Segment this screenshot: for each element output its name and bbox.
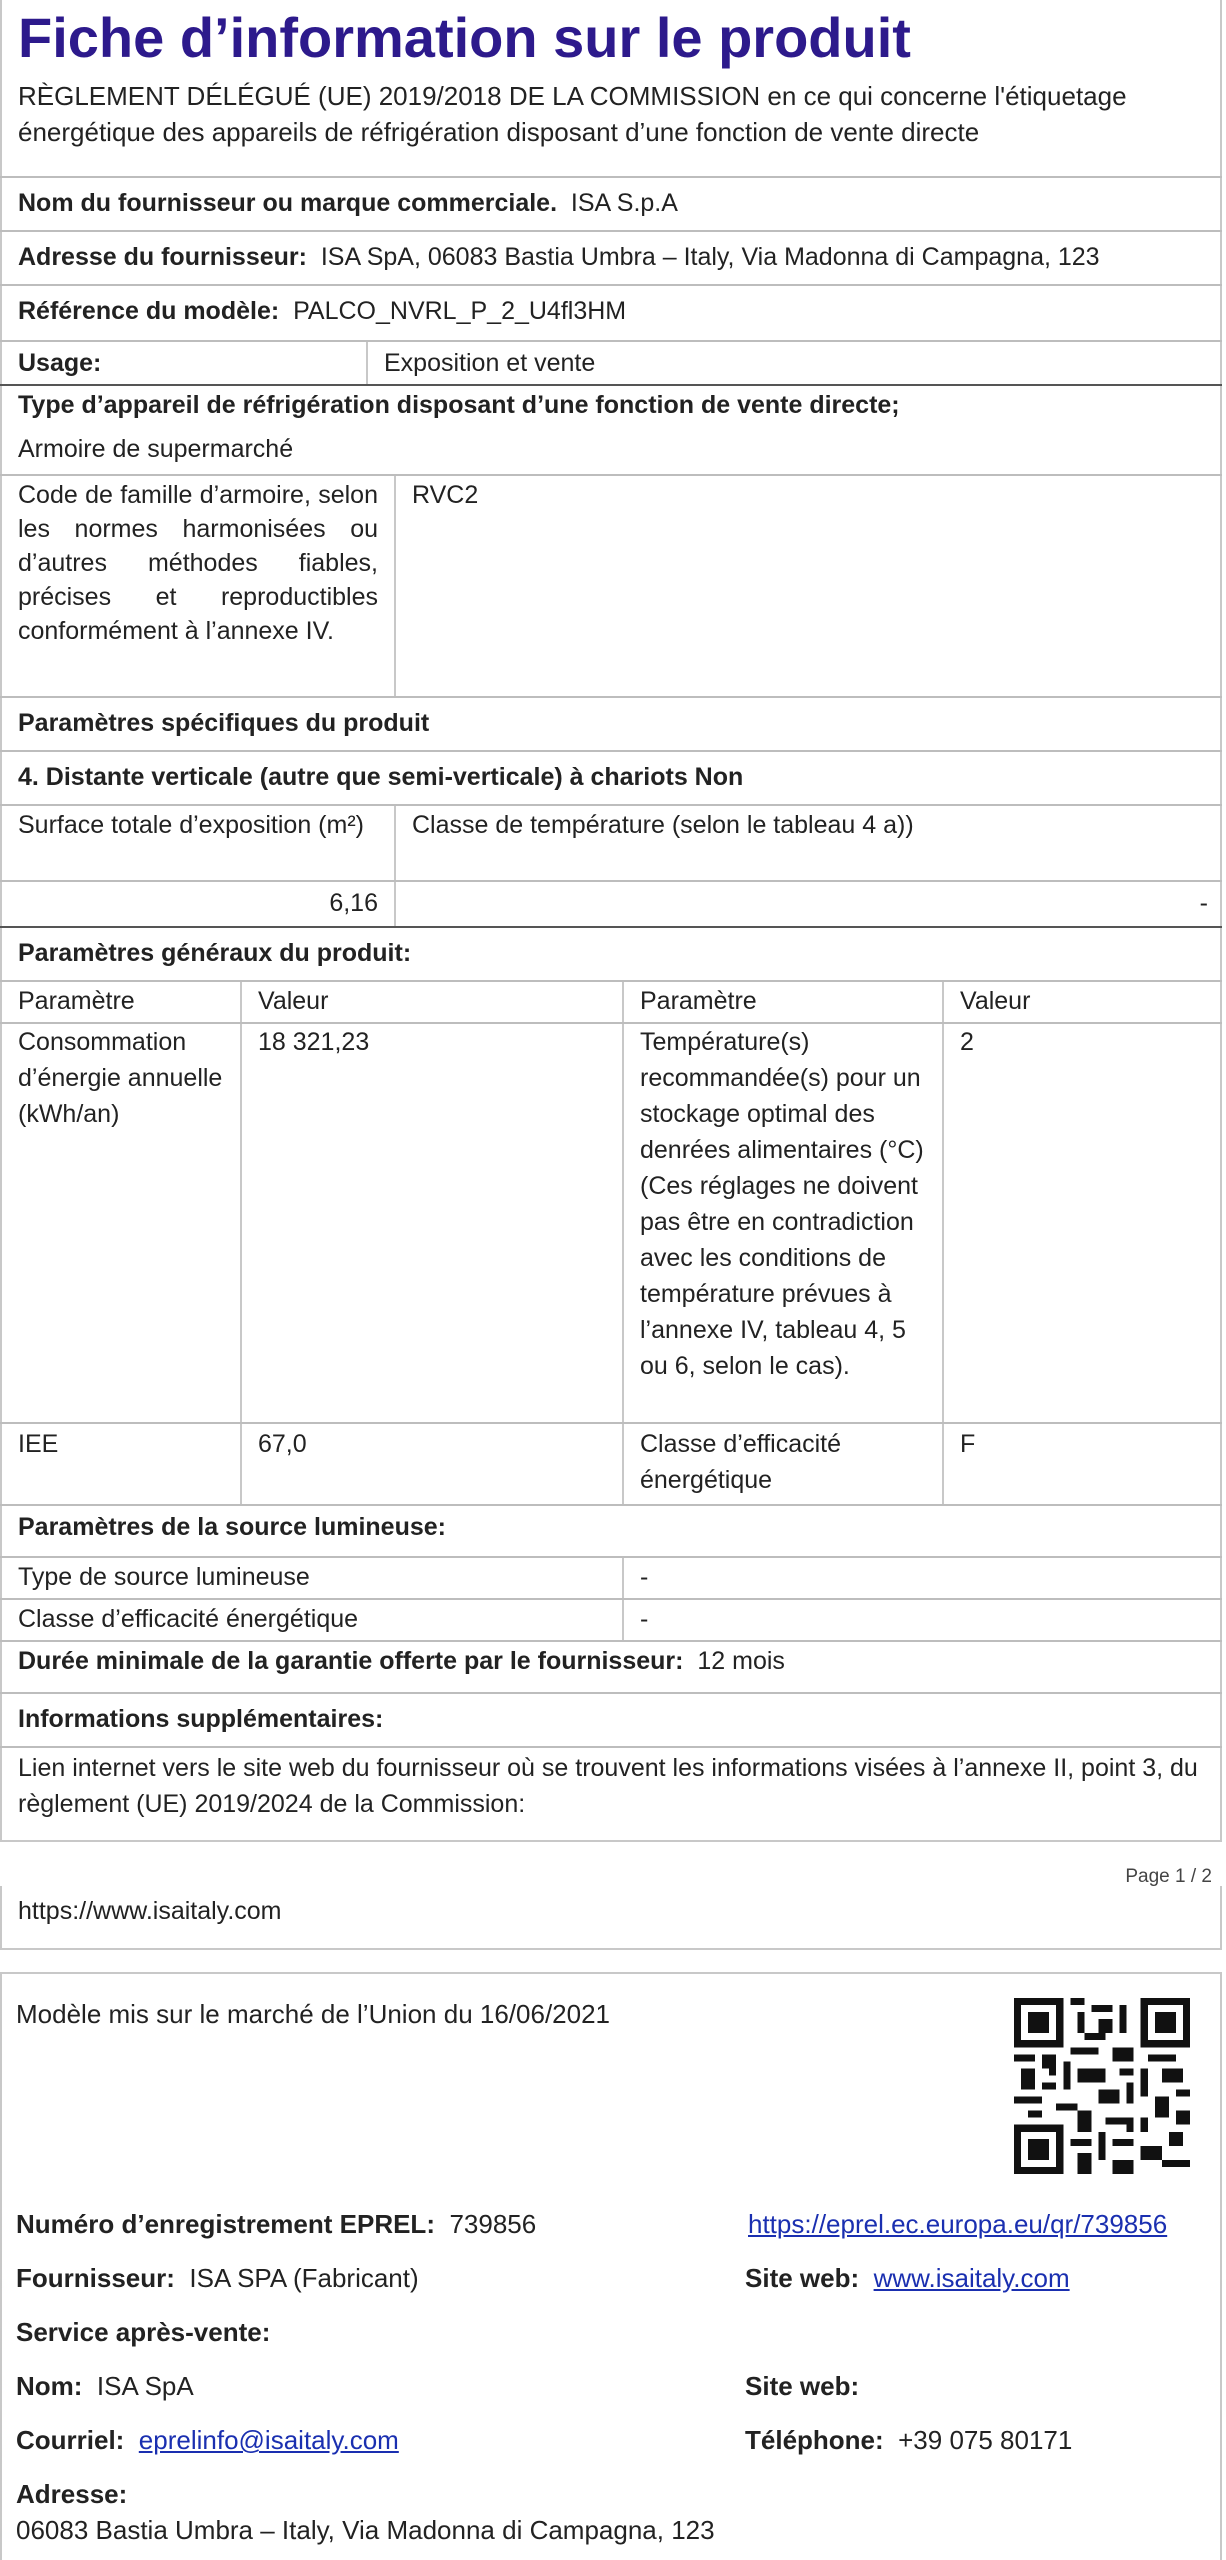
model-label: Référence du modèle: bbox=[18, 297, 280, 325]
service-address-value: 06083 Bastia Umbra – Italy, Via Madonna di Campagna, 123 bbox=[16, 2515, 715, 2545]
service-name-value: ISA SpA bbox=[96, 2371, 194, 2401]
eei-label: IEE bbox=[18, 1430, 59, 1458]
regulation-subtitle: RÈGLEMENT DÉLÉGUÉ (UE) 2019/2018 DE LA COMMISSION en ce qui concerne l'étiquetage énergétique des appareils de réfrigération disposant d’une fonction de vente directe bbox=[18, 81, 1127, 147]
qr-code-icon[interactable] bbox=[1014, 1998, 1190, 2174]
eprel-link[interactable]: https://eprel.ec.europa.eu/qr/739856 bbox=[748, 2209, 1168, 2239]
header-param-2: Paramètre bbox=[640, 987, 757, 1015]
specific-value-row bbox=[0, 880, 1222, 926]
page-title: Fiche d’information sur le produit bbox=[18, 6, 911, 69]
website-label: Site web: bbox=[745, 2263, 860, 2293]
warranty-label: Durée minimale de la garantie offerte par le fournisseur: bbox=[18, 1647, 684, 1675]
extra-info-text: Lien internet vers le site web du fournisseur où se trouvent les informations visées à l’annexe II, point 3, du règlement (UE) 2019/2024 de la Commission: bbox=[18, 1754, 1198, 1818]
service-email-link[interactable]: eprelinfo@isaitaly.com bbox=[138, 2425, 399, 2455]
supplier-address-value: ISA SpA, 06083 Bastia Umbra – Italy, Via Madonna di Campagna, 123 bbox=[320, 243, 1100, 271]
recommended-temperature-value: 2 bbox=[960, 1028, 974, 1056]
specific-header-row bbox=[0, 804, 1222, 880]
header-value-1: Valeur bbox=[258, 987, 329, 1015]
light-source-type-label: Type de source lumineuse bbox=[18, 1563, 310, 1591]
specific-subheading-row bbox=[0, 750, 1222, 804]
specific-params-heading-row bbox=[0, 696, 1222, 750]
light-energy-class-label: Classe d’efficacité énergétique bbox=[18, 1605, 359, 1633]
cabinet-family-row bbox=[0, 474, 1222, 696]
service-phone-value: +39 075 80171 bbox=[898, 2425, 1073, 2455]
table-row bbox=[0, 1022, 1222, 1422]
eprel-label: Numéro d’enregistrement EPREL: bbox=[16, 2209, 435, 2239]
service-website-label: Site web: bbox=[745, 2371, 860, 2401]
market-placement-date: Modèle mis sur le marché de l’Union du 16/06/2021 bbox=[16, 1999, 611, 2029]
extra-info-heading: Informations supplémentaires: bbox=[18, 1705, 384, 1733]
general-table-header-row bbox=[0, 980, 1222, 1022]
energy-class-value: F bbox=[960, 1430, 976, 1458]
model-value: PALCO_NVRL_P_2_U4fl3HM bbox=[293, 297, 627, 325]
supplier-website-url[interactable]: https://www.isaitaly.com bbox=[18, 1897, 282, 1925]
light-source-type-value: - bbox=[640, 1563, 649, 1591]
light-energy-class-value: - bbox=[640, 1605, 649, 1633]
page-number: Page 1 / 2 bbox=[1125, 1866, 1212, 1887]
temperature-class-value: - bbox=[1199, 889, 1208, 917]
supplier-name-row bbox=[0, 176, 1222, 230]
eei-value: 67,0 bbox=[258, 1430, 307, 1458]
light-source-heading: Paramètres de la source lumineuse: bbox=[18, 1513, 446, 1541]
warranty-value: 12 mois bbox=[697, 1647, 785, 1675]
supplier-name-label: Nom du fournisseur ou marque commerciale. bbox=[18, 189, 558, 217]
website-link[interactable]: www.isaitaly.com bbox=[873, 2263, 1070, 2293]
service-name-line bbox=[16, 2368, 194, 2404]
specific-params-heading: Paramètres spécifiques du produit bbox=[18, 709, 430, 737]
general-params-heading: Paramètres généraux du produit: bbox=[18, 939, 412, 967]
display-area-header: Surface totale d’exposition (m²) bbox=[18, 811, 364, 839]
service-address-label: Adresse: bbox=[16, 2479, 128, 2509]
service-email-label: Courriel: bbox=[16, 2425, 125, 2455]
service-email-line bbox=[16, 2422, 399, 2458]
cabinet-family-label: Code de famille d’armoire, selon les normes harmonisées ou d’autres méthodes fiables, précises et reproductibles conformément à l’annexe IV. bbox=[18, 481, 378, 645]
header-value-2: Valeur bbox=[960, 987, 1031, 1015]
warranty-row bbox=[0, 1640, 1222, 1692]
service-name-label: Nom: bbox=[16, 2371, 83, 2401]
energy-class-label: Classe d’efficacité énergétique bbox=[640, 1430, 842, 1494]
url-continuation-box bbox=[0, 1886, 1222, 1950]
manufacturer-line bbox=[16, 2260, 419, 2296]
specific-subheading: 4. Distante verticale (autre que semi-verticale) à chariots Non bbox=[18, 763, 744, 791]
after-sales-heading: Service après-vente: bbox=[16, 2317, 271, 2347]
energy-consumption-value: 18 321,23 bbox=[258, 1028, 370, 1056]
usage-row bbox=[0, 340, 1222, 384]
light-source-heading-row bbox=[0, 1504, 1222, 1556]
recommended-temperature-label: Température(s) recommandée(s) pour un stockage optimal des denrées alimentaires (°C) (Ces réglages ne doivent pas être en contradiction avec les conditions de température prévues à l’annexe IV, tableau 4, 5 ou 6, selon le cas). bbox=[640, 1028, 924, 1380]
service-phone-line bbox=[745, 2422, 1072, 2458]
supplier-name-value: ISA S.p.A bbox=[570, 189, 678, 217]
header-param-1: Paramètre bbox=[18, 987, 135, 1015]
service-phone-label: Téléphone: bbox=[745, 2425, 884, 2455]
appliance-type-value: Armoire de supermarché bbox=[18, 435, 294, 463]
manufacturer-label: Fournisseur: bbox=[16, 2263, 175, 2293]
eprel-number: 739856 bbox=[449, 2209, 537, 2239]
model-row bbox=[0, 284, 1222, 340]
usage-label: Usage: bbox=[18, 349, 102, 377]
general-params-heading-row bbox=[0, 926, 1222, 980]
table-row bbox=[0, 1422, 1222, 1504]
table-row bbox=[0, 1556, 1222, 1598]
extra-info-heading-row bbox=[0, 1692, 1222, 1746]
supplier-address-label: Adresse du fournisseur: bbox=[18, 243, 307, 271]
table-row bbox=[0, 1598, 1222, 1640]
manufacturer-value: ISA SPA (Fabricant) bbox=[189, 2263, 419, 2293]
eprel-line bbox=[16, 2206, 536, 2242]
appliance-type-row bbox=[0, 384, 1222, 474]
cabinet-family-value: RVC2 bbox=[412, 481, 479, 509]
energy-consumption-label: Consommation d’énergie annuelle (kWh/an) bbox=[18, 1028, 223, 1128]
temperature-class-header: Classe de température (selon le tableau 4 a)) bbox=[412, 811, 914, 839]
supplier-address-row bbox=[0, 230, 1222, 284]
website-line bbox=[745, 2260, 1070, 2296]
appliance-type-heading: Type d’appareil de réfrigération disposant d’une fonction de vente directe; bbox=[18, 391, 900, 419]
display-area-value: 6,16 bbox=[329, 889, 378, 917]
usage-value: Exposition et vente bbox=[384, 349, 596, 377]
extra-info-text-row bbox=[0, 1746, 1222, 1842]
